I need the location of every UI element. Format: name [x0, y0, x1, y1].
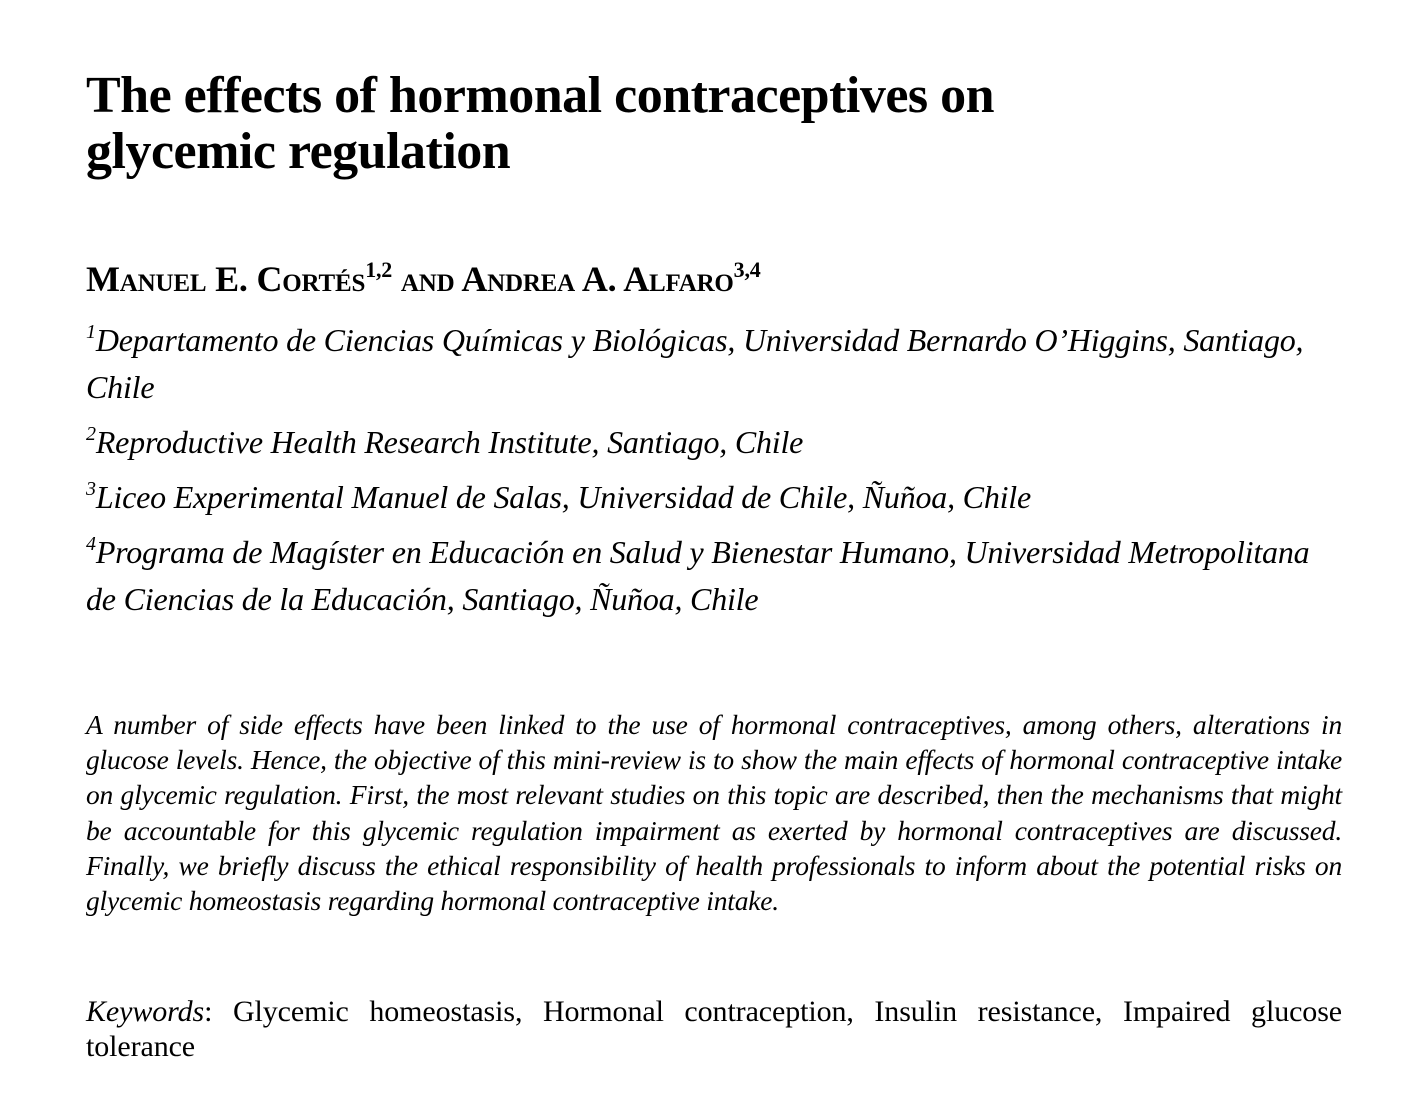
keywords-text: : Glycemic homeostasis, Hormonal contraception, Insulin resistance, Impaired glucose tolerance	[86, 995, 1342, 1063]
affiliation-4	[86, 521, 1336, 623]
affiliation-2	[86, 411, 1336, 466]
affiliation-1-text: Departamento de Ciencias Químicas y Biológicas, Universidad Bernardo O’Higgins, Santiago, Chile	[86, 322, 1304, 405]
abstract-text: A number of side effects have been linked to the use of hormonal contraceptives, among others, alterations in glucose levels. Hence, the objective of this mini-review is to show the main effects of hormonal contraceptive intake on glycemic regulation. First, the most relevant studies on this topic are described, then the mechanisms that might be accountable for this glycemic regulation impairment as exerted by hormonal contraceptives are discussed. Finally, we briefly discuss the ethical responsibility of health professionals to inform about the potential risks on glycemic homeostasis regarding hormonal contraceptive intake.	[86, 709, 1342, 917]
affiliation-1-mark: 1	[86, 321, 96, 343]
author-1-affiliation-marks: 1,2	[365, 257, 393, 282]
paper-title-line-2: glycemic regulation	[86, 123, 511, 180]
affiliation-list	[86, 309, 1336, 623]
author-1-name: Manuel E. Cortés	[86, 259, 366, 299]
author-2-name: Andrea A. Alfaro	[461, 259, 734, 299]
author-connector: and	[400, 259, 455, 299]
affiliation-1	[86, 309, 1336, 411]
paper-title	[86, 68, 1186, 180]
affiliation-2-text: Reproductive Health Research Institute, Santiago, Chile	[95, 424, 804, 460]
affiliation-3-text: Liceo Experimental Manuel de Salas, Universidad de Chile, Ñuñoa, Chile	[95, 479, 1032, 515]
affiliation-2-mark: 2	[86, 423, 96, 445]
affiliation-4-mark: 4	[86, 533, 96, 555]
keywords-line	[86, 994, 1342, 1064]
affiliation-3	[86, 466, 1336, 521]
paper-title-line-1: The effects of hormonal contraceptives on	[86, 67, 995, 124]
affiliation-3-mark: 3	[86, 478, 96, 500]
author-list	[86, 248, 1326, 301]
affiliation-4-text: Programa de Magíster en Educación en Salud y Bienestar Humano, Universidad Metropolitana de Ciencias de la Educación, Santiago, Ñuñoa, Chile	[86, 534, 1310, 617]
author-2-affiliation-marks: 3,4	[733, 257, 761, 282]
keywords-label: Keywords	[86, 995, 205, 1028]
